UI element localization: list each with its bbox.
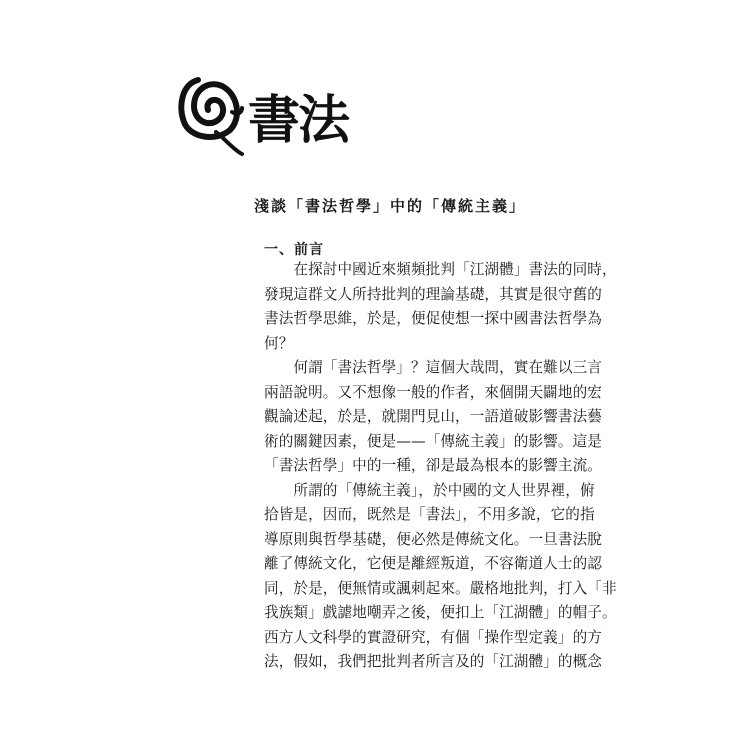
article-body <box>264 258 617 675</box>
body-line: 何謂「書法哲學」？這個大哉問，實在難以三言 <box>264 359 602 376</box>
body-line: 何？ <box>264 334 294 352</box>
body-line: 法，假如，我們把批判者所言及的「江湖體」的概念 <box>264 653 602 670</box>
section-heading: 一、前言 <box>264 242 324 258</box>
body-line: 拾皆是，因而，既然是「書法」，不用多說，它的指 <box>264 506 595 523</box>
body-line: 所謂的「傳統主義」，於中國的文人世界裡，俯 <box>264 481 595 499</box>
body-line: 術的關鍵因素，便是——「傳統主義」的影響。這是 <box>264 432 602 450</box>
body-line: 觀論述起，於是，就開門見山，一語道破影響書法藝 <box>264 408 602 425</box>
body-line: 「書法哲學」中的一種，卻是最為根本的影響主流。 <box>264 457 602 474</box>
body-line: 書法哲學思維，於是，便促使想一探中國書法哲學為 <box>264 310 602 327</box>
body-line: 在探討中國近來頻頻批判「江湖體」書法的同時， <box>264 261 617 278</box>
body-line: 我族類」戲謔地嘲弄之後，便扣上「江湖體」的帽子。 <box>264 604 617 621</box>
body-line: 發現這群文人所持批判的理論基礎，其實是很守舊的 <box>264 285 602 303</box>
chapter-logo <box>176 72 366 164</box>
body-line: 同，於是，便無情或諷刺起來。嚴格地批判，打入「非 <box>264 579 617 597</box>
body-line: 離了傳統文化，它便是離經叛道，不容衛道人士的認 <box>264 555 602 572</box>
body-line: 兩語說明。又不想像一般的作者，來個開天闢地的宏 <box>264 383 602 401</box>
body-line: 西方人文科學的實證研究，有個「操作型定義」的方 <box>264 628 602 646</box>
spiral-calligraphy-icon <box>181 80 242 154</box>
body-line: 導原則與哲學基礎，便必然是傳統文化。一旦書法脫 <box>264 530 602 548</box>
logo-text: 書法 <box>248 90 349 151</box>
article-title: 淺談「書法哲學」中的「傳統主義」 <box>254 197 527 215</box>
